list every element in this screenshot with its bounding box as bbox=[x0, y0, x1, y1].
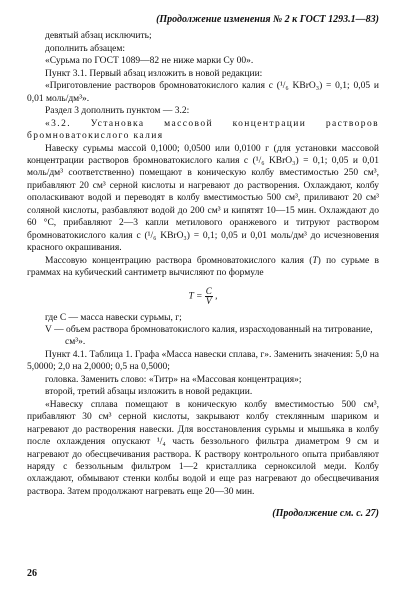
page-number: 26 bbox=[27, 568, 37, 579]
formula-end: , bbox=[212, 291, 218, 302]
text-fragment: = 0,1; 0,05 и 0,01 моль/дм³». bbox=[27, 81, 379, 104]
paragraph bbox=[27, 143, 379, 255]
paragraph: «Навеску сплава помещают в коническую колбу вместимостью 500 см³, прибавляют 30 см³ серной кислоты, закрывают колбу стеклянным шариком и нагревают до растворения навески. Для восстановления сурьмы и мышьяка в колбу после охлаждения опускают ¹/₄ часть беззольного фильтра диаметром 9 см и нагревают до обесцвечивания раствора. К раствору контрольного опыта прибавляют наряду с беззольным фильтром 1—2 кристаллика серноксилой меди. Колбу охлаждают, обмывают стенки колбы водой и еще раз нагревают до обесцвечивания раствора. Затем продолжают нагревать еще 20—30 мин. bbox=[27, 399, 379, 497]
text-line: «Сурьма по ГОСТ 1089—82 не ниже марки Су 00». bbox=[45, 56, 254, 67]
text-fragment: ) по сурьме в граммах на кубический сантиметр вычисляют по формуле bbox=[27, 255, 379, 279]
page-footer: (Продолжение см. с. 27) bbox=[272, 508, 379, 520]
text-fragment: = 0,1; 0,05 и 0,01 моль/дм³ соответственно) помещают в коническую колбу вместимостью 250 см³, прибавляют 20 см³ серной кислоты и нагревают до растворения. Охлаждают, колбу ополаскивают водой и переводят в колбу вместимостью 500 см³, приливают 20 см³ соляной кислоты, разбавляют водой до 200 см³ и кипятят 10—15 мин. Охлаждают до 60 °С, прибавляют 2—3 капли метилового оранжевого и титруют раствором бромноватокислого калия bbox=[27, 155, 379, 241]
text-fragment: Массовую концентрацию раствора бромноватокислого калия ( bbox=[45, 255, 313, 266]
definition-line: где C — масса навески сурьмы, г; bbox=[45, 312, 182, 323]
text-line: девятый абзац исключить; bbox=[45, 31, 152, 42]
text-line: второй, третий абзацы изложить в новой редакции. bbox=[45, 387, 253, 398]
text-line: Пункт 3.1. Первый абзац изложить в новой редакции: bbox=[45, 68, 263, 79]
concentration-notation: c (¹/₆ KBrO₃) bbox=[136, 230, 190, 241]
page-header: (Продолжение изменения № 2 к ГОСТ 1293.1—83) bbox=[156, 14, 379, 25]
text-line: Раздел 3 дополнить пунктом — 3.2: bbox=[45, 106, 190, 117]
symbol: T bbox=[312, 255, 318, 266]
formula bbox=[27, 287, 379, 306]
text-line: головка. Заменить слово: «Титр» на «Массовая концентрация»; bbox=[45, 374, 302, 385]
text-fragment: = 0,1; 0,05 и 0,01 моль/дм³ до исчезновения красного окрашивания. bbox=[27, 230, 380, 254]
text-line: дополнить абзацем: bbox=[45, 43, 126, 54]
document-page bbox=[27, 14, 379, 521]
formula-equals: = bbox=[193, 291, 205, 302]
paragraph bbox=[27, 80, 379, 105]
text-fragment: Навеску сурьмы массой 0,1000; 0,0500 или 0,0100 г (для установки массовой концентрации растворов бромноватокислого калия bbox=[27, 143, 379, 166]
concentration-notation: c (¹/₆ KBrO₃) bbox=[268, 81, 323, 92]
formula-denominator: V bbox=[206, 295, 212, 306]
text-fragment: «Приготовление растворов бромноватокислого калия bbox=[45, 81, 269, 92]
formula-numerator: C bbox=[205, 285, 212, 296]
concentration-notation: c (¹/₆ KBrO₃) bbox=[243, 155, 299, 166]
formula-fraction bbox=[205, 287, 213, 306]
section-heading: «3.2. Установка массовой концентрации растворов бромноватокислого калия bbox=[27, 118, 379, 142]
paragraph bbox=[27, 255, 379, 280]
formula-lhs: T bbox=[188, 291, 194, 302]
paragraph: Пункт 4.1. Таблица 1. Графа «Масса навески сплава, г». Заменить значения: 5,0 на 5,0000; 2,0 на 2,0000; 0,5 на 0,5000; bbox=[27, 349, 379, 373]
definition-line: V — объем раствора бромноватокислого калия, израсходованный на титрование, см³». bbox=[45, 324, 373, 348]
